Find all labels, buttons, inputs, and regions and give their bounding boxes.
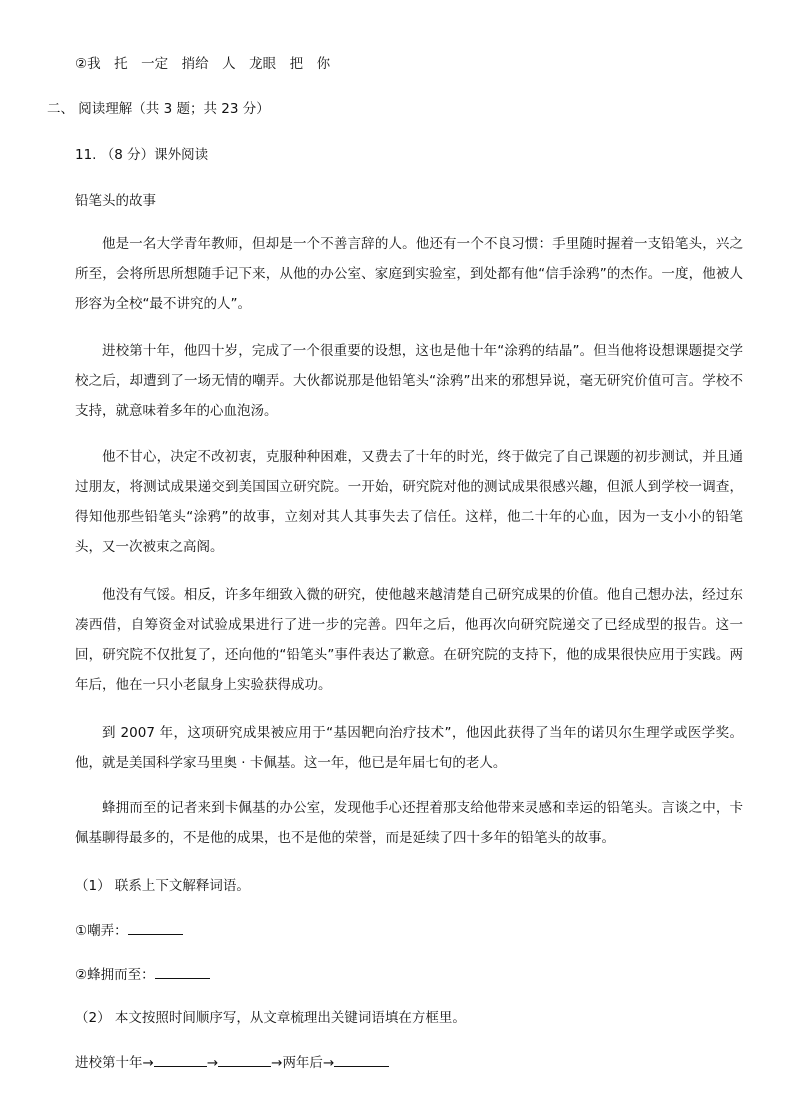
article-paragraph-6: 蜂拥而至的记者来到卡佩基的办公室，发现他手心还捏着那支给他带来灵感和幸运的铅笔头。言谈之中，卡佩基聊得最多的，不是他的成果，也不是他的荣誉，而是延续了四十多年的铅笔头的故事。: [75, 800, 743, 846]
article-paragraph-4: 他没有气馁。相反，许多年细致入微的研究，使他越来越清楚自己研究成果的价值。他自己想办法，经过东凑西借，自筹资金对试验成果进行了进一步的完善。四年之后，他再次向研究院递交了已经成型的报告。这一回，研究院不仅批复了，还向他的“铅笔头”事件表达了歉意。在研究院的支持下，他的成果很快应用于实践。两年后，他在一只小老鼠身上实验获得成功。: [75, 587, 743, 693]
article-paragraph-2: 进校第十年，他四十岁，完成了一个很重要的设想，这也是他十年“涂鸦的结晶”。但当他将设想课题提交学校之后，却遭到了一场无情的嘲弄。大伙都说那是他铅笔头“涂鸦”出来的邪想异说，毫无研究价值可言。学校不支持，就意味着多年的心血泡汤。: [75, 343, 743, 419]
sub-question-1: （1） 联系上下文解释词语。: [75, 878, 250, 894]
sub-question-2: （2） 本文按照时间顺序写，从文章梳理出关键词语填在方框里。: [75, 1010, 466, 1026]
item-b-label: ②蜂拥而至：: [75, 967, 155, 983]
timeline-start: 进校第十年: [75, 1055, 143, 1071]
timeline-blank-3[interactable]: [334, 1052, 389, 1067]
article-paragraph-3: 他不甘心，决定不改初衷，克服种种困难，又费去了十年的时光，终于做完了自己课题的初步测试，并且通过朋友，将测试成果递交到美国国立研究院。一开始，研究院对他的测试成果很感兴趣，但派人到学校一调查，得知他那些铅笔头“涂鸦”的故事，立刻对其人其事失去了信任。这样，他二十年的心血，因为一支小小的铅笔头，又一次被束之高阁。: [75, 449, 743, 555]
article-paragraph-5: 到 2007 年，这项研究成果被应用于“基因靶向治疗技术”，他因此获得了当年的诺贝尔生理学或医学奖。他，就是美国科学家马里奥 · 卡佩基。这一年，他已是年届七旬的老人。: [75, 725, 743, 771]
sub-question-1-item-a: [75, 920, 183, 941]
arrow-icon: →: [206, 1055, 219, 1071]
timeline-blank-2[interactable]: [218, 1052, 271, 1067]
item-a-label: ①嘲弄：: [75, 923, 128, 939]
answer-blank[interactable]: [128, 920, 183, 935]
sub-question-1-item-b: [75, 964, 210, 985]
article-paragraph-1: 他是一名大学青年教师，但却是一个不善言辞的人。他还有一个不良习惯：手里随时握着一支铅笔头，兴之所至，会将所思所想随手记下来，从他的办公室、家庭到实验室，到处都有他“信手涂鸦”的杰作。一度，他被人形容为全校“最不讲究的人”。: [75, 236, 743, 312]
section-header: 二、 阅读理解（共 3 题；共 23 分）: [47, 101, 270, 117]
article-title: 铅笔头的故事: [75, 193, 156, 209]
arrow-icon: →: [322, 1055, 335, 1071]
timeline-blank-1[interactable]: [154, 1052, 207, 1067]
timeline-mid: 两年后: [282, 1055, 323, 1071]
timeline-row: [75, 1052, 389, 1073]
answer-blank[interactable]: [155, 964, 210, 979]
previous-question-line: ②我 托 一定 捎给 人 龙眼 把 你: [75, 56, 331, 72]
arrow-icon: →: [271, 1055, 283, 1071]
arrow-icon: →: [142, 1055, 154, 1071]
question-title: 11. （8 分）课外阅读: [75, 147, 209, 163]
